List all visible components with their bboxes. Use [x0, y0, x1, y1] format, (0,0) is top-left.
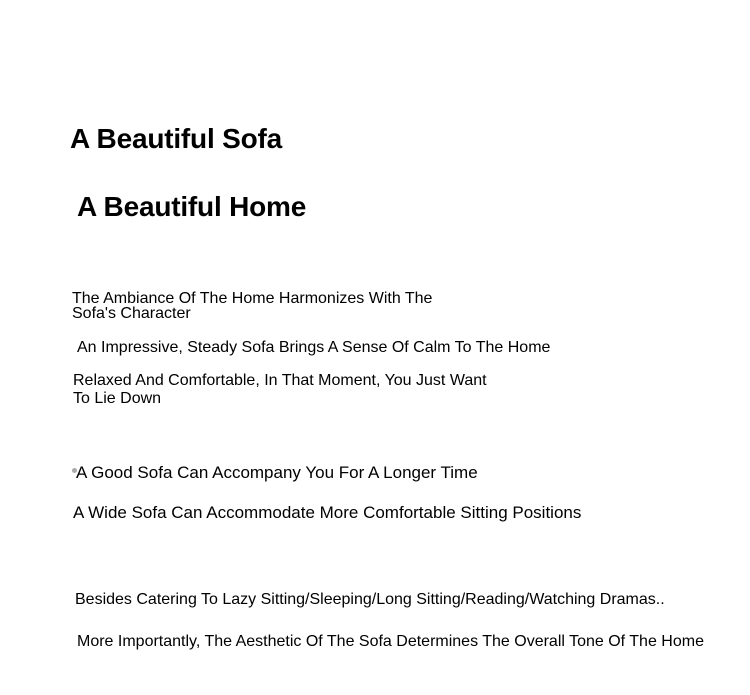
- relaxed-line-2: To Lie Down: [73, 390, 162, 407]
- relaxed-line-1: Relaxed And Comfortable, In That Moment, You Just Want: [73, 372, 487, 389]
- aesthetic-text: More Importantly, The Aesthetic Of The Sofa Determines The Overall Tone Of The Home: [77, 633, 704, 650]
- ambiance-line-2: Sofa's Character: [72, 305, 191, 322]
- steady-sofa-text: An Impressive, Steady Sofa Brings A Sense Of Calm To The Home: [77, 339, 551, 356]
- headline-line-2: A Beautiful Home: [77, 191, 307, 222]
- lazy-sitting-text: Besides Catering To Lazy Sitting/Sleeping/Long Sitting/Reading/Watching Dramas..: [75, 591, 665, 608]
- headline-line-1: A Beautiful Sofa: [70, 123, 282, 154]
- good-sofa-text: A Good Sofa Can Accompany You For A Longer Time: [76, 463, 478, 482]
- wide-sofa-text: A Wide Sofa Can Accommodate More Comfortable Sitting Positions: [73, 503, 582, 522]
- ambiance-line-1: The Ambiance Of The Home Harmonizes With The: [72, 290, 433, 307]
